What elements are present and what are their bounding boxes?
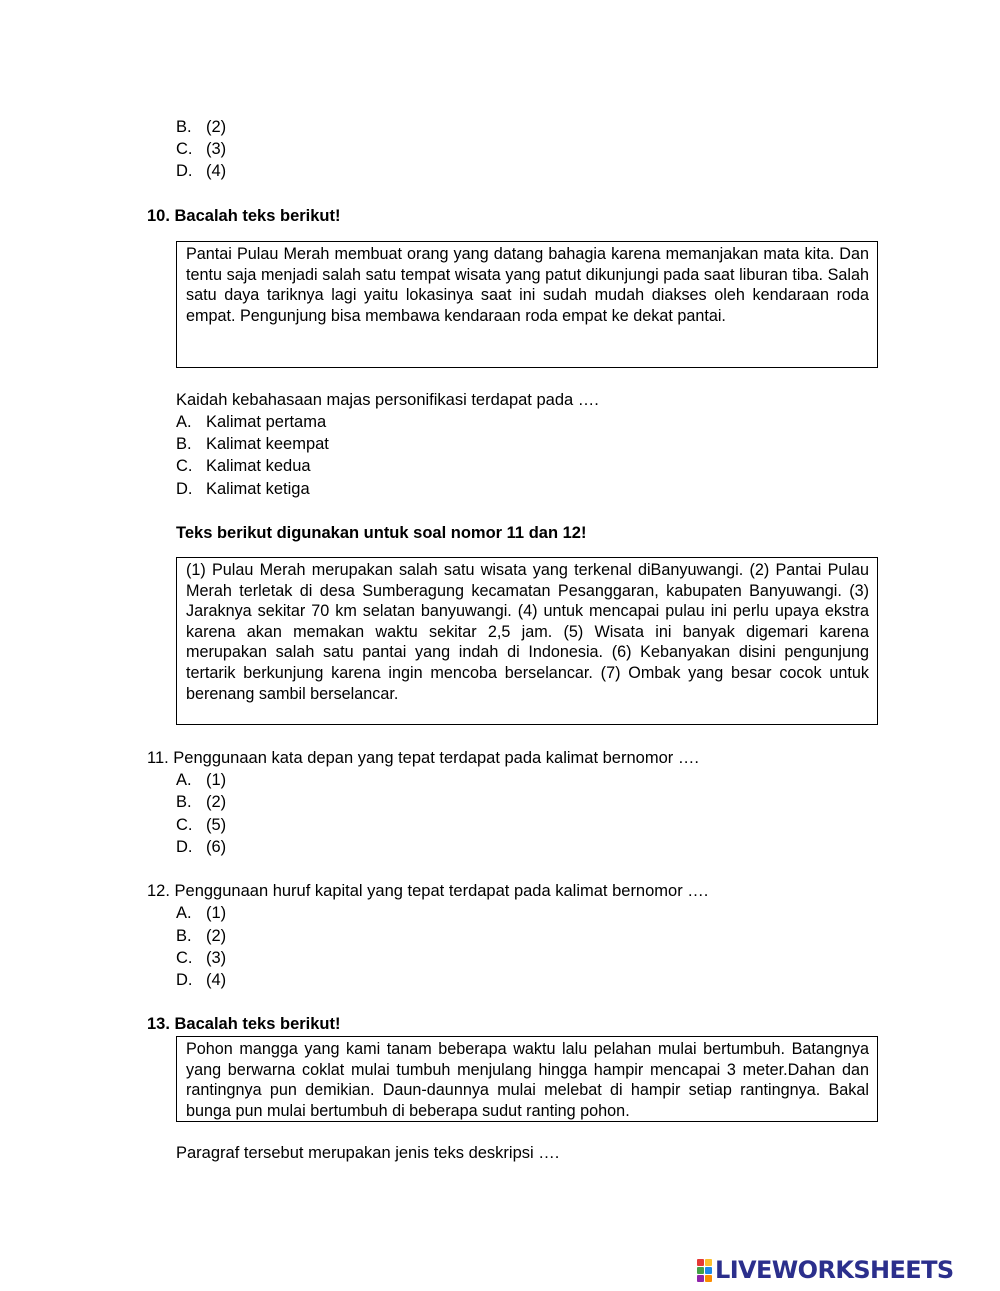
shared-heading: Teks berikut digunakan untuk soal nomor 11 dan 12! [176,524,587,542]
q11-option-a: A. (1) [176,771,227,789]
q12-option-b: B. (2) [176,927,227,945]
q11-option-c: C. (5) [176,816,227,834]
q11-option-b: B. (2) [176,793,227,811]
q10-option-b: B. Kalimat keempat [176,435,329,453]
q12-option-d: D. (4) [176,971,227,989]
logo-block [697,1267,704,1274]
q12-question: 12. Penggunaan huruf kapital yang tepat terdapat pada kalimat bernomor …. [147,882,709,900]
q9-option-b: B. (2) [176,118,227,136]
q10-option-c: C. Kalimat kedua [176,457,311,475]
shared-passage-box [176,557,878,725]
logo-block [705,1275,712,1282]
q10-option-a: A. Kalimat pertama [176,413,327,431]
logo-block [697,1275,704,1282]
q11-question: 11. Penggunaan kata depan yang tepat terdapat pada kalimat bernomor …. [147,749,699,767]
q9-option-c: C. (3) [176,140,227,158]
q13-question: Paragraf tersebut merupakan jenis teks deskripsi …. [176,1144,560,1162]
q9-option-d: D. (4) [176,162,227,180]
logo-block [705,1259,712,1266]
logo-block [697,1259,704,1266]
liveworksheets-logo [697,1256,954,1284]
q10-passage: Pantai Pulau Merah membuat orang yang datang bahagia karena memanjakan mata kita. Dan tentu saja menjadi salah satu tempat wisata yang patut dikunjungi pada saat liburan tiba. Salah satu daya tariknya lagi yaitu lokasinya saat ini sudah mudah diakses oleh kendaraan roda empat. Pengunjung bisa membawa kendaraan roda empat ke dekat pantai. [186,245,869,325]
q13-passage-box [176,1036,878,1122]
q11-option-d: D. (6) [176,838,227,856]
q12-option-a: A. (1) [176,904,227,922]
q13-passage: Pohon mangga yang kami tanam beberapa waktu lalu pelahan mulai bertumbuh. Batangnya yang berwarna coklat mulai tumbuh menjulang hingga hampir mencapai 3 meter.Dahan dan rantingnya pun demikian. Daun-daunnya mulai melebat di hampir setiap rantingnya. Bakal bunga pun mulai bertumbuh di beberapa sudut ranting pohon. [186,1040,869,1120]
logo-blocks-icon [697,1259,712,1282]
q10-option-d: D. Kalimat ketiga [176,480,310,498]
q10-heading: 10. Bacalah teks berikut! [147,207,341,225]
shared-passage: (1) Pulau Merah merupakan salah satu wisata yang terkenal diBanyuwangi. (2) Pantai Pulau Merah terletak di desa Sumberagung kecamatan Pesanggaran, kabupaten Banyuwangi. (3) Jaraknya sekitar 70 km selatan banyuwangi. (4) untuk mencapai pulau ini perlu upaya ekstra karena akan memakan waktu sekitar 2,5 jam. (5) Wisata ini banyak digemari karena merupakan salah satu pantai yang indah di Indonesia. (6) Kebanyakan disini pengunjung tertarik berkunjung karena ingin mencoba berselancar. (7) Ombak yang besar cocok untuk berenang sambil berselancar. [186,561,869,703]
logo-block [705,1267,712,1274]
logo-text: LIVEWORKSHEETS [715,1256,954,1284]
q12-option-c: C. (3) [176,949,227,967]
q13-heading: 13. Bacalah teks berikut! [147,1015,341,1033]
q10-question: Kaidah kebahasaan majas personifikasi terdapat pada …. [176,391,599,409]
q10-passage-box [176,241,878,368]
